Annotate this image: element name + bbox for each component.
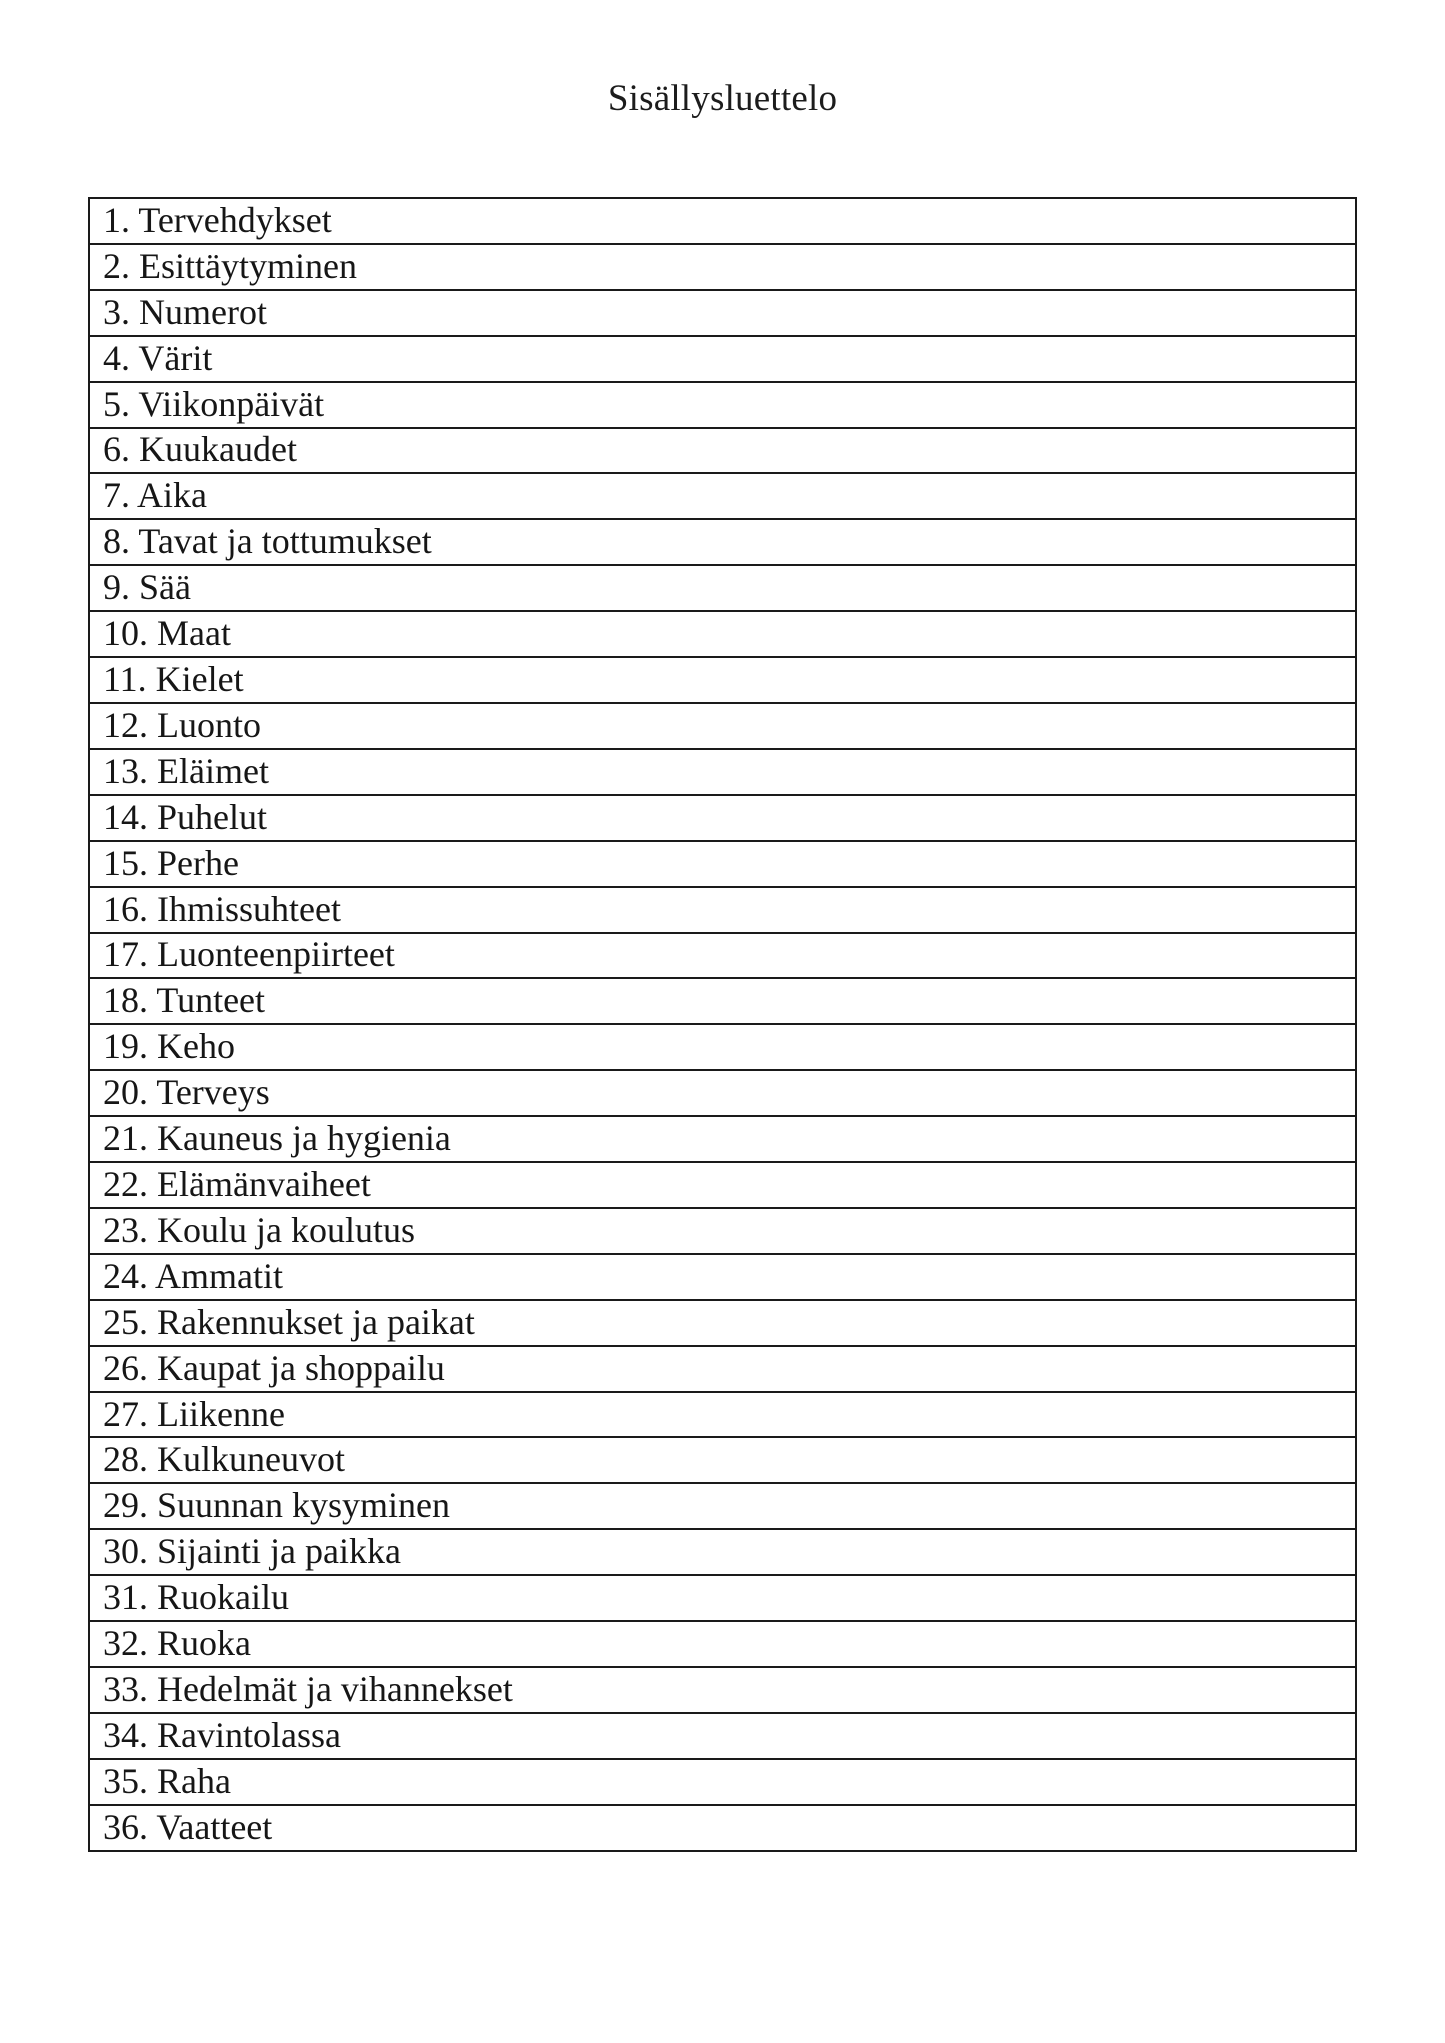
toc-row xyxy=(90,1574,1355,1620)
toc-row xyxy=(90,335,1355,381)
toc-row xyxy=(90,427,1355,473)
toc-entry-label: 9. Sää xyxy=(103,567,191,608)
toc-entry-label: 5. Viikonpäivät xyxy=(103,383,325,424)
toc-entry-label: 13. Eläimet xyxy=(103,750,269,791)
toc-row xyxy=(90,656,1355,702)
toc-row xyxy=(90,1345,1355,1391)
toc-entry-label: 24. Ammatit xyxy=(103,1255,283,1296)
toc-entry-label: 34. Ravintolassa xyxy=(103,1714,341,1755)
toc-entry-label: 31. Ruokailu xyxy=(103,1577,289,1618)
toc-row xyxy=(90,564,1355,610)
toc-entry-label: 17. Luonteenpiirteet xyxy=(103,934,395,975)
toc-entry-label: 20. Terveys xyxy=(103,1072,270,1113)
toc-row xyxy=(90,1161,1355,1207)
toc-entry-label: 27. Liikenne xyxy=(103,1393,285,1434)
toc-row xyxy=(90,289,1355,335)
toc-entry-label: 28. Kulkuneuvot xyxy=(103,1439,345,1480)
toc-row xyxy=(90,518,1355,564)
toc-row xyxy=(90,1528,1355,1574)
toc-entry-label: 35. Raha xyxy=(103,1760,231,1801)
toc-entry-label: 30. Sijainti ja paikka xyxy=(103,1531,401,1572)
toc-entry-label: 1. Tervehdykset xyxy=(103,199,332,240)
toc-row xyxy=(90,199,1355,243)
toc-row xyxy=(90,794,1355,840)
toc-row xyxy=(90,1804,1355,1850)
toc-entry-label: 2. Esittäytyminen xyxy=(103,245,357,286)
toc-entry-label: 6. Kuukaudet xyxy=(103,429,297,470)
toc-entry-label: 7. Aika xyxy=(103,475,207,516)
toc-row xyxy=(90,1023,1355,1069)
toc-row xyxy=(90,1299,1355,1345)
toc-row xyxy=(90,886,1355,932)
toc-row xyxy=(90,381,1355,427)
toc-row xyxy=(90,1207,1355,1253)
toc-entry-label: 14. Puhelut xyxy=(103,796,268,837)
toc-entry-label: 21. Kauneus ja hygienia xyxy=(103,1118,451,1159)
toc-entry-label: 29. Suunnan kysyminen xyxy=(103,1485,450,1526)
toc-entry-label: 10. Maat xyxy=(103,613,231,654)
toc-entry-label: 26. Kaupat ja shoppailu xyxy=(103,1347,445,1388)
toc-row xyxy=(90,932,1355,978)
toc-row xyxy=(90,748,1355,794)
toc-entry-label: 19. Keho xyxy=(103,1026,235,1067)
toc-row xyxy=(90,977,1355,1023)
toc-row xyxy=(90,1436,1355,1482)
toc-table xyxy=(88,197,1357,1852)
toc-row xyxy=(90,472,1355,518)
toc-entry-label: 18. Tunteet xyxy=(103,980,266,1021)
toc-entry-label: 15. Perhe xyxy=(103,842,239,883)
toc-entry-label: 8. Tavat ja tottumukset xyxy=(103,521,432,562)
page-title: Sisällysluettelo xyxy=(607,78,838,119)
toc-row xyxy=(90,610,1355,656)
toc-entry-label: 32. Ruoka xyxy=(103,1623,251,1664)
toc-entry-label: 12. Luonto xyxy=(103,704,261,745)
toc-entry-label: 11. Kielet xyxy=(103,659,244,700)
toc-entry-label: 23. Koulu ja koulutus xyxy=(103,1209,415,1250)
toc-row xyxy=(90,1115,1355,1161)
toc-row xyxy=(90,1069,1355,1115)
toc-row xyxy=(90,1482,1355,1528)
toc-row xyxy=(90,1253,1355,1299)
toc-entry-label: 33. Hedelmät ja vihannekset xyxy=(103,1668,513,1709)
toc-row xyxy=(90,1758,1355,1804)
toc-row xyxy=(90,1712,1355,1758)
toc-row xyxy=(90,1391,1355,1437)
toc-row xyxy=(90,1666,1355,1712)
toc-entry-label: 3. Numerot xyxy=(103,291,267,332)
toc-row xyxy=(90,1620,1355,1666)
toc-entry-label: 36. Vaatteet xyxy=(103,1806,273,1847)
toc-row xyxy=(90,702,1355,748)
toc-entry-label: 4. Värit xyxy=(103,337,213,378)
toc-entry-label: 22. Elämänvaiheet xyxy=(103,1163,371,1204)
toc-entry-label: 16. Ihmissuhteet xyxy=(103,888,341,929)
toc-entry-label: 25. Rakennukset ja paikat xyxy=(103,1301,475,1342)
toc-row xyxy=(90,840,1355,886)
toc-row xyxy=(90,243,1355,289)
